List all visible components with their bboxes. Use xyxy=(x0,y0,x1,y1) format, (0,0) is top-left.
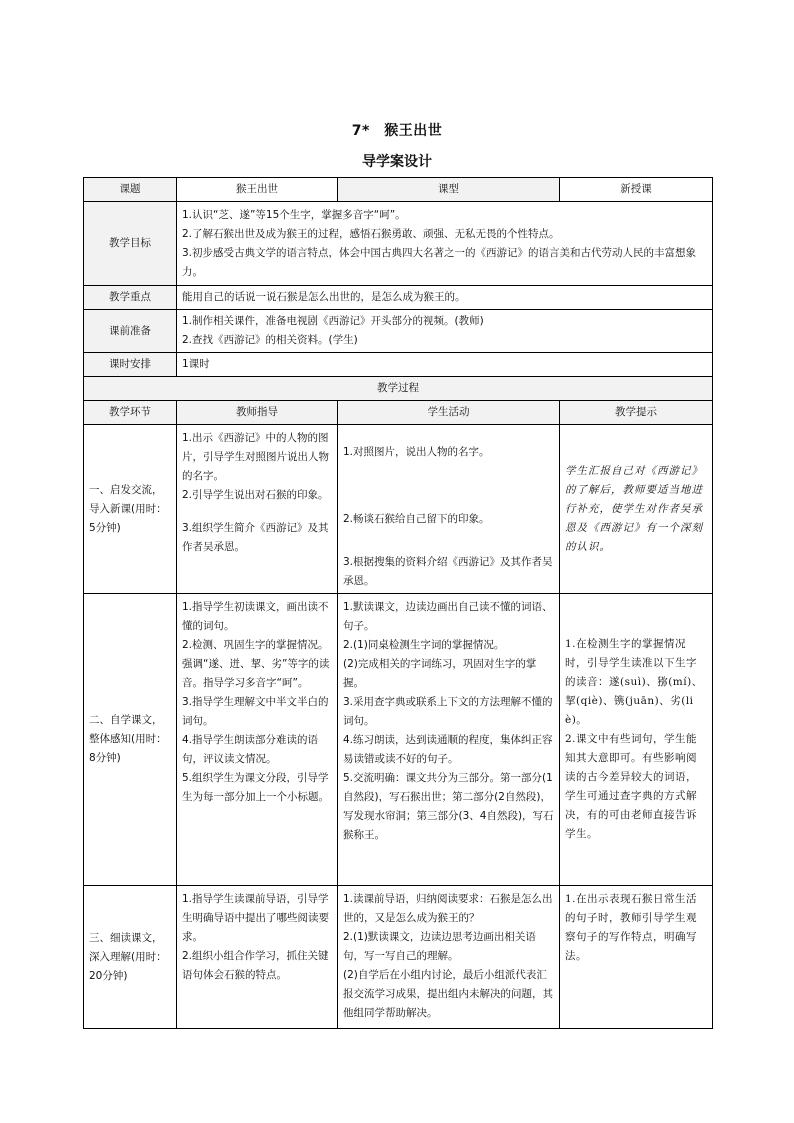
student-item: 4.练习朗读，达到读通顺的程度，集体纠正容易读错或读不好的句子。 xyxy=(343,734,553,765)
teacher-guidance xyxy=(177,594,338,886)
stage-row xyxy=(84,594,713,886)
tip-item: 2.课文中有些词句，学生能知其大意即可。有些影响阅读的古今差异较大的词语，学生可通过查字典的方式解决，有的可由老师直接告诉学生。 xyxy=(565,733,698,840)
col-stage: 教学环节 xyxy=(84,401,177,425)
goals-content xyxy=(177,202,713,286)
col-tip: 教学提示 xyxy=(560,401,713,425)
teacher-item: 1.出示《西游记》中的人物的图片，引导学生对照图片说出人物的名字。 xyxy=(182,432,329,482)
hours-value: 1课时 xyxy=(177,353,713,377)
type-value: 新授课 xyxy=(560,178,713,202)
student-item: 5.交流明确：课文共分为三部分。第一部分(1自然段)，写石猴出世；第二部分(2自然段)，写发现水帘洞；第三部分(3、4自然段)，写石猴称王。 xyxy=(343,772,554,841)
student-item: (2)完成相关的字词练习，巩固对生字的掌握。 xyxy=(343,658,537,689)
type-label: 课型 xyxy=(338,178,560,202)
header-row xyxy=(84,178,713,202)
lesson-plan-table xyxy=(83,177,713,1029)
prep-content xyxy=(177,310,713,353)
doc-subtitle: 导学案设计 xyxy=(362,154,432,170)
student-activity xyxy=(338,594,560,886)
student-item: 2.畅谈石猴给自己留下的印象。 xyxy=(343,513,490,525)
teacher-item: 2.检测、巩固生字的掌握情况。强调“遂、迸、挈、劣”等字的读音。指导学习多音字“呵”。 xyxy=(182,639,330,689)
key-point-label: 教学重点 xyxy=(84,286,177,310)
teacher-item: 2.组织小组合作学习，抓住关键语句体会石猴的特点。 xyxy=(182,950,329,981)
goal-item: 1.认识“芝、遂”等15个生字，掌握多音字“呵”。 xyxy=(182,208,406,221)
teacher-guidance xyxy=(177,886,338,1029)
topic-value: 猴王出世 xyxy=(177,178,338,202)
col-student: 学生活动 xyxy=(338,401,560,425)
teacher-guidance xyxy=(177,425,338,594)
key-point-text: 能用自己的话说一说石猴是怎么出世的，是怎么成为猴王的。 xyxy=(177,286,713,310)
doc-title: 7* 猴王出世 xyxy=(351,123,443,139)
student-item: (2)自学后在小组内讨论，最后小组派代表汇报交流学习成果，提出组内未解决的问题，其他组同学帮助解决。 xyxy=(343,969,553,1019)
stage-label: 三、细读课文，深入理解(用时：20分钟) xyxy=(84,886,177,1029)
goals-row xyxy=(84,202,713,286)
process-title: 教学过程 xyxy=(84,377,713,401)
process-header-row xyxy=(84,401,713,425)
key-point-row xyxy=(84,286,713,310)
student-item: 2.(1)默读课文，边读边思考边画出相关语句，写一写自己的理解。 xyxy=(343,931,536,962)
teacher-item: 1.指导学生初读课文，画出读不懂的词句。 xyxy=(182,601,329,632)
col-teacher: 教师指导 xyxy=(177,401,338,425)
topic-label: 课题 xyxy=(84,178,177,202)
prep-item: 1.制作相关课件，准备电视剧《西游记》开头部分的视频。(教师) xyxy=(182,315,484,327)
teacher-item: 4.指导学生朗读部分难读的语句，评议读文情况。 xyxy=(182,734,319,765)
hours-row xyxy=(84,353,713,377)
goal-item: 2.了解石猴出世及成为猴王的过程，感悟石猴勇敢、顽强、无私无畏的个性特点。 xyxy=(182,227,560,240)
stage-label: 一、启发交流，导入新课(用时：5分钟) xyxy=(84,425,177,594)
teacher-item: 2.引导学生说出对石猴的印象。 xyxy=(182,489,329,501)
teacher-item: 1.指导学生读课前导语，引导学生明确导语中提出了哪些阅读要求。 xyxy=(182,893,329,943)
hours-label: 课时安排 xyxy=(84,353,177,377)
goals-label: 教学目标 xyxy=(84,202,177,286)
teaching-tip: 学生汇报自己对《西游记》的了解后，教师要适当地进行补充，使学生对作者吴承恩及《西游记》有一个深刻的认识。 xyxy=(560,425,713,594)
student-item: 3.采用查字典或联系上下文的方法理解不懂的词句。 xyxy=(343,696,553,727)
student-item: 1.默读课文，边读边画出自己读不懂的词语、句子。 xyxy=(343,601,553,632)
stage-label: 二、自学课文，整体感知(用时：8分钟) xyxy=(84,594,177,886)
student-item: 2.(1)同桌检测生字词的掌握情况。 xyxy=(343,639,505,651)
teacher-item: 3.指导学生理解文中半文半白的词句。 xyxy=(182,696,329,727)
prep-row xyxy=(84,310,713,353)
prep-label: 课前准备 xyxy=(84,310,177,353)
student-item: 1.读课前导语，归纳阅读要求：石猴是怎么出世的，又是怎么成为猴王的？ xyxy=(343,893,553,924)
tip-item: 1.在检测生字的掌握情况时，引导学生读准以下生字的读音：遂(suì)、猕(mí)、挈(qiè)、镌(juān)、劣(liè)。 xyxy=(565,638,703,726)
teaching-tip xyxy=(560,594,713,886)
student-activity xyxy=(338,886,560,1029)
teacher-item: 3.组织学生简介《西游记》及其作者吴承恩。 xyxy=(182,522,329,553)
goal-item: 3.初步感受古典文学的语言特点，体会中国古典四大名著之一的《西游记》的语言美和古代劳动人民的丰富想象力。 xyxy=(182,246,697,278)
teaching-tip: 1.在出示表现石猴日常生活的句子时，教师引导学生观察句子的写作特点，明确写法。 xyxy=(560,886,713,1029)
student-item: 3.根据搜集的资料介绍《西游记》及其作者吴承恩。 xyxy=(343,556,553,587)
prep-item: 2.查找《西游记》的相关资料。(学生) xyxy=(182,334,358,346)
student-activity xyxy=(338,425,560,594)
student-item: 1.对照图片，说出人物的名字。 xyxy=(343,446,490,458)
stage-row xyxy=(84,425,713,594)
teacher-item: 5.组织学生为课文分段，引导学生为每一部分加上一个小标题。 xyxy=(182,772,329,803)
process-title-row xyxy=(84,377,713,401)
stage-row xyxy=(84,886,713,1029)
